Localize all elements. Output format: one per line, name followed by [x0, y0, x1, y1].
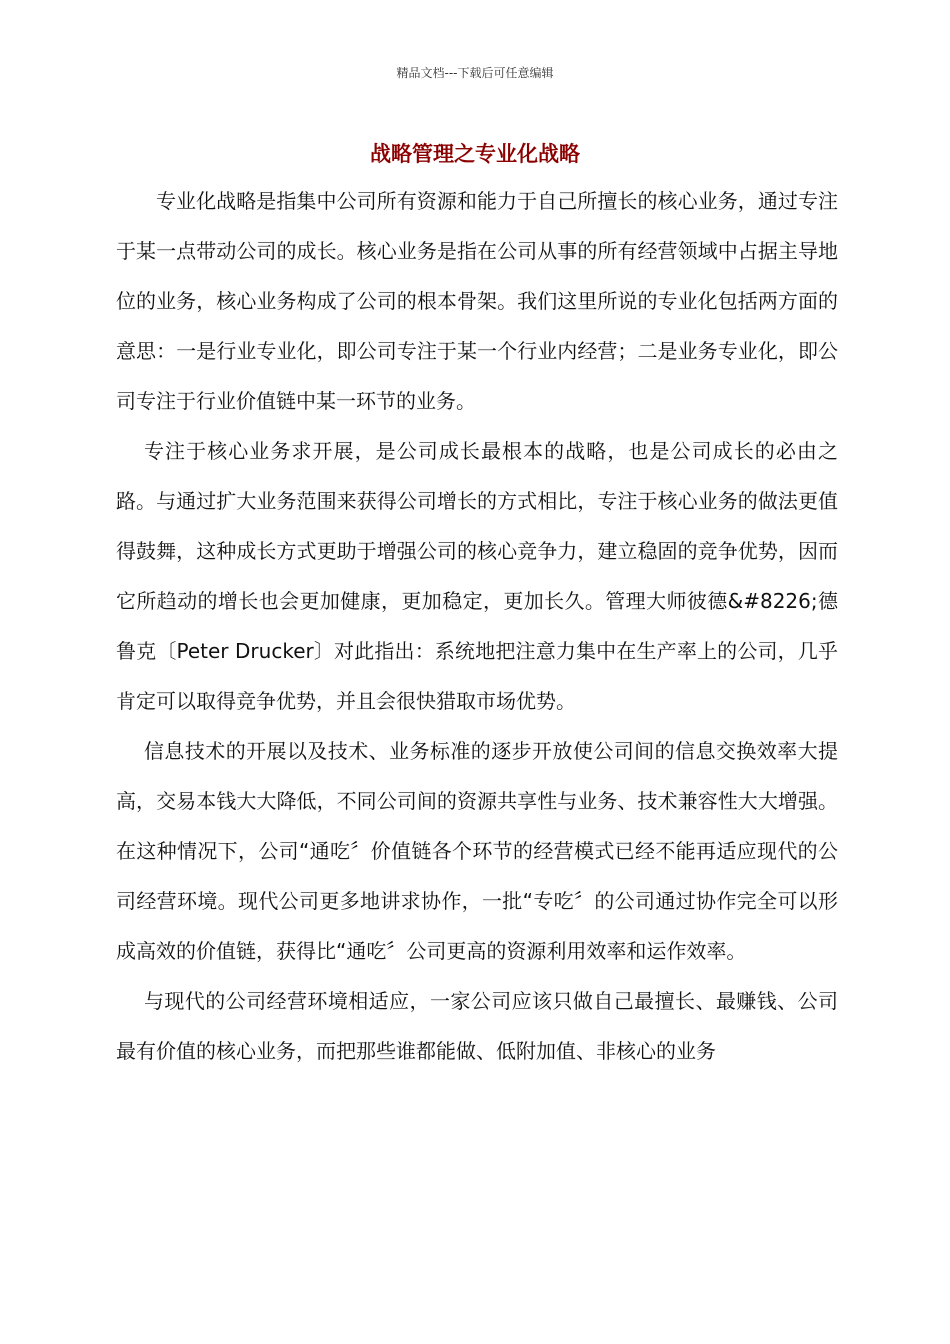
paragraph: 与现代的公司经营环境相适应，一家公司应该只做自己最擅长、最赚钱、公司最有价值的核心业务，而把那些谁都能做、低附加值、非核心的业务	[116, 989, 838, 1063]
document-title: 战略管理之专业化战略	[370, 141, 580, 166]
paragraph: 信息技术的开展以及技术、业务标准的逐步开放使公司间的信息交换效率大提高，交易本钱大大降低，不同公司间的资源共享性与业务、技术兼容性大大增强。在这种情况下，公司“通吃〞价值链各个环节的经营模式已经不能再适应现代的公司经营环境。现代公司更多地讲求协作，一批“专吃〞的公司通过协作完全可以形成高效的价值链，获得比“通吃〞公司更高的资源利用效率和运作效率。	[116, 739, 838, 963]
paragraph: 专业化战略是指集中公司所有资源和能力于自己所擅长的核心业务，通过专注于某一点带动公司的成长。核心业务是指在公司从事的所有经营领域中占据主导地位的业务，核心业务构成了公司的根本骨架。我们这里所说的专业化包括两方面的意思：一是行业专业化，即公司专注于某一个行业内经营；二是业务专业化，即公司专注于行业价值链中某一环节的业务。	[116, 189, 838, 413]
page-header: 精品文档---下载后可任意编辑	[396, 66, 554, 80]
paragraph: 专注于核心业务求开展，是公司成长最根本的战略，也是公司成长的必由之路。与通过扩大业务范围来获得公司增长的方式相比，专注于核心业务的做法更值得鼓舞，这种成长方式更助于增强公司的核心竞争力，建立稳固的竞争优势，因而它所趋动的增长也会更加健康，更加稳定，更加长久。管理大师彼德&#8226;德鲁克〔Peter Drucker〕对此指出：系统地把注意力集中在生产率上的公司，几乎肯定可以取得竞争优势，并且会很快猎取市场优势。	[116, 439, 838, 713]
document-body	[116, 176, 838, 1076]
